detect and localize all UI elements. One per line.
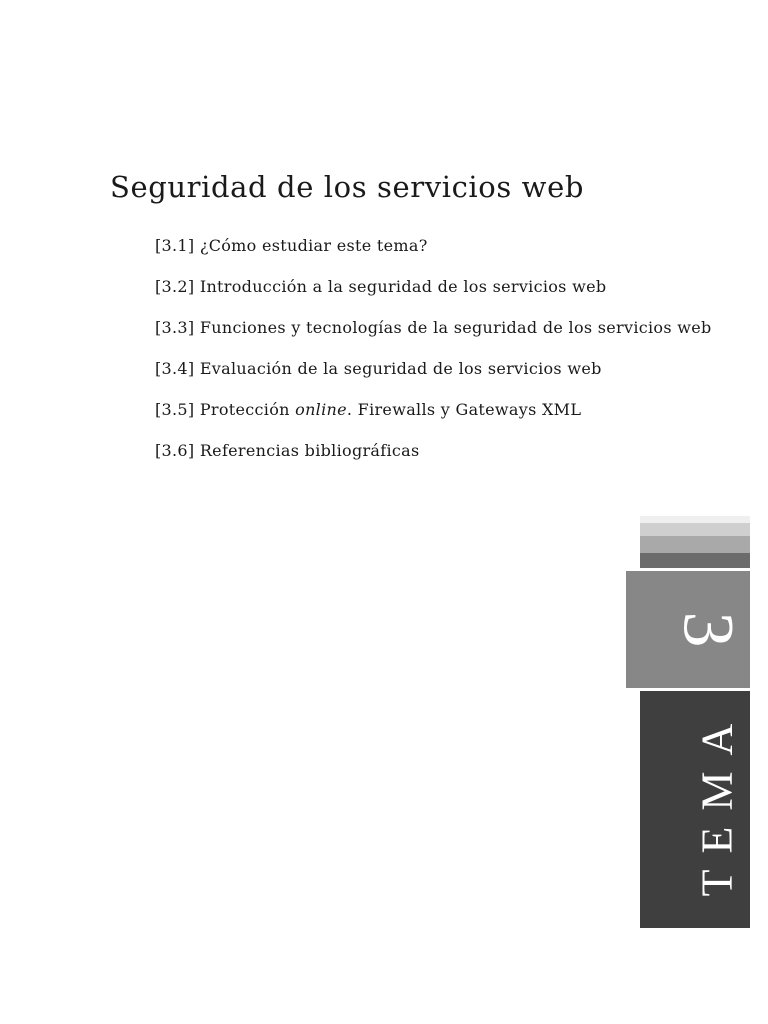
tab-stripe-dark [640,553,750,568]
toc-text: Referencias bibliográficas [199,441,420,460]
toc-number: [3.4] [155,359,195,378]
toc-item-3-2[interactable] [155,277,712,297]
toc-text: Introducción a la seguridad de los servicios web [199,277,607,296]
toc-item-3-1[interactable] [155,236,712,256]
chapter-title: Seguridad de los servicios web [110,170,585,204]
toc-text: Funciones y tecnologías de la seguridad de los servicios web [199,318,712,337]
toc-item-3-6[interactable] [155,441,712,461]
toc-text-after: . Firewalls y Gateways XML [346,400,582,419]
toc-item-3-3[interactable] [155,318,712,338]
toc-number: [3.5] [155,400,195,419]
tab-stripe-light [640,523,750,536]
tab-stripe-lightest [640,516,750,523]
toc-number: [3.6] [155,441,195,460]
toc-text: Evaluación de la seguridad de los servicios web [199,359,602,378]
toc-item-3-4[interactable] [155,359,712,379]
toc-number: [3.3] [155,318,195,337]
tema-tab [640,691,750,928]
toc-number: [3.2] [155,277,195,296]
table-of-contents [155,236,712,482]
toc-text-before: Protección [199,400,290,419]
chapter-number: 3 [668,611,749,648]
chapter-number-tab [626,571,750,688]
toc-text-italic: online [295,400,347,419]
tab-stripe-medium [640,536,750,553]
toc-item-3-5[interactable] [155,400,712,420]
toc-number: [3.1] [155,236,195,255]
toc-text: ¿Cómo estudiar este tema? [199,236,428,255]
tema-label: TEMA [692,707,742,896]
